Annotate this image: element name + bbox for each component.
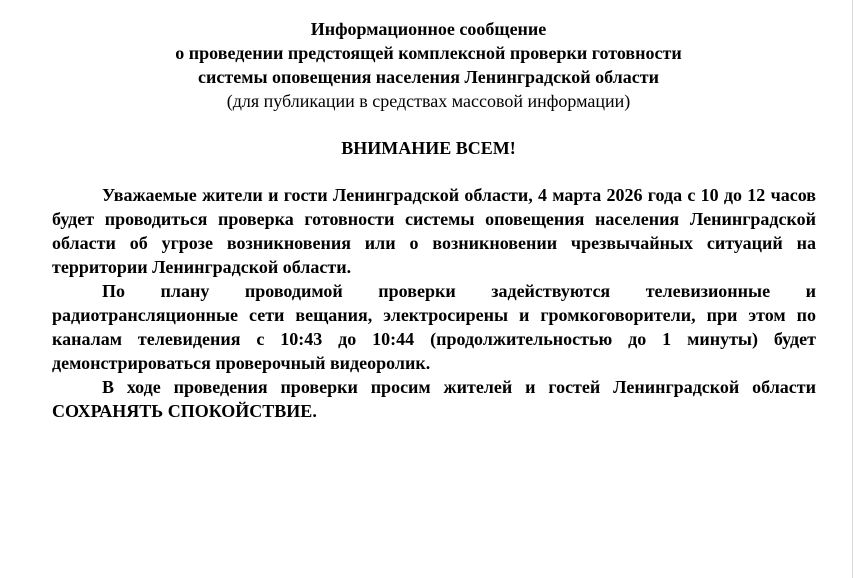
paragraph-closing xyxy=(52,375,816,423)
title-line-2: о проведении предстоящей комплексной проверки готовности xyxy=(175,43,682,63)
title-note: (для публикации в средствах массовой информации) xyxy=(226,91,631,111)
title-line-3: системы оповещения населения Ленинградской области xyxy=(198,67,659,87)
paragraph-plan: По плану проводимой проверки задействуются телевизионные и радиотрансляционные сети вещания, электросирены и громкоговорители, при этом по каналам телевидения с 10:43 до 10:44 (продолжительностью до 1 минуты) будет демонстрироваться проверочный видеоролик. xyxy=(52,281,816,373)
title-line-1: Информационное сообщение xyxy=(310,19,547,39)
attention-heading: ВНИМАНИЕ ВСЕМ! xyxy=(341,138,516,158)
document-header xyxy=(0,17,857,113)
document-body xyxy=(52,183,816,423)
paragraph-announcement: Уважаемые жители и гости Ленинградской области, 4 марта 2026 года с 10 до 12 часов будет проводиться проверка готовности системы оповещения населения Ленинградской области об угрозе возникновения или о возникновении чрезвычайных ситуаций на территории Ленинградской области. xyxy=(52,185,816,277)
closing-emphasis: СОХРАНЯТЬ СПОКОЙСТВИЕ. xyxy=(52,401,317,421)
closing-text: В ходе проведения проверки просим жителей и гостей Ленинградской области xyxy=(102,377,816,397)
